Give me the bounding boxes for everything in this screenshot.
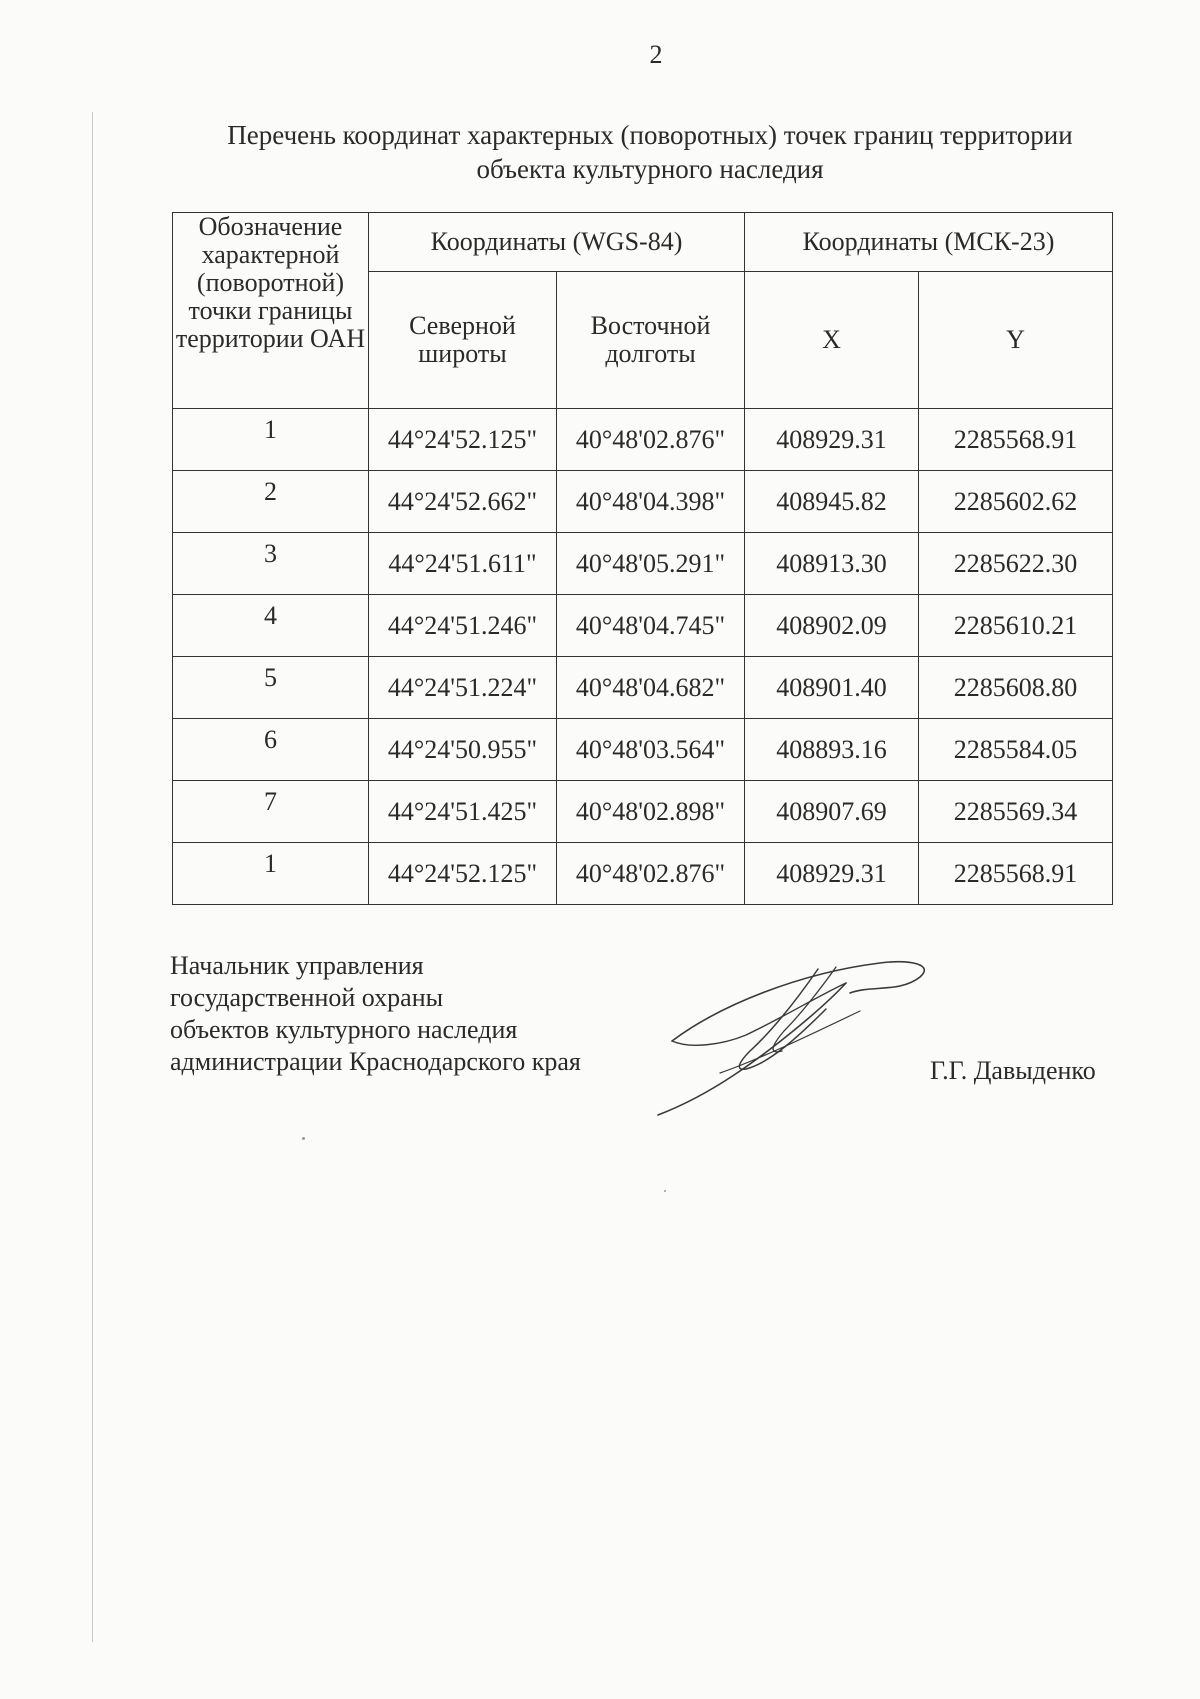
cell-x: 408929.31: [745, 409, 919, 471]
cell-y: 2285569.34: [919, 781, 1113, 843]
table-row: [173, 781, 1113, 843]
cell-point: 1: [173, 409, 369, 471]
cell-longitude: 40°48'03.564": [557, 719, 745, 781]
header-y: Y: [919, 272, 1113, 409]
cell-longitude: 40°48'05.291": [557, 533, 745, 595]
coordinates-table: [172, 212, 1113, 905]
scan-speck: [302, 1137, 305, 1140]
cell-x: 408893.16: [745, 719, 919, 781]
cell-y: 2285608.80: [919, 657, 1113, 719]
cell-latitude: 44°24'52.125": [369, 409, 557, 471]
cell-point: 4: [173, 595, 369, 657]
header-east-longitude: Восточной долготы: [557, 272, 745, 409]
cell-y: 2285610.21: [919, 595, 1113, 657]
cell-y: 2285602.62: [919, 471, 1113, 533]
cell-x: 408907.69: [745, 781, 919, 843]
cell-latitude: 44°24'51.246": [369, 595, 557, 657]
cell-latitude: 44°24'52.662": [369, 471, 557, 533]
document-title-line-1: Перечень координат характерных (поворотных) точек границ территории: [227, 120, 1073, 150]
cell-y: 2285622.30: [919, 533, 1113, 595]
signatory-name: Г.Г. Давыденко: [930, 1056, 1096, 1085]
cell-longitude: 40°48'04.398": [557, 471, 745, 533]
header-wgs84-group: Координаты (WGS-84): [369, 213, 745, 272]
table-row: [173, 657, 1113, 719]
table-row: [173, 719, 1113, 781]
cell-y: 2285568.91: [919, 409, 1113, 471]
cell-latitude: 44°24'51.425": [369, 781, 557, 843]
header-point-designation: Обозначение характерной (поворотной) точки границы территории ОАН: [173, 213, 369, 409]
cell-x: 408902.09: [745, 595, 919, 657]
cell-x: 408929.31: [745, 843, 919, 905]
cell-x: 408901.40: [745, 657, 919, 719]
handwritten-signature: [650, 955, 950, 1125]
signatory-position: [170, 950, 581, 1078]
cell-point: 5: [173, 657, 369, 719]
header-msk23-group: Координаты (МСК-23): [745, 213, 1113, 272]
cell-x: 408913.30: [745, 533, 919, 595]
table-row: [173, 533, 1113, 595]
scan-speck: [664, 1190, 666, 1192]
cell-point: 1: [173, 843, 369, 905]
cell-x: 408945.82: [745, 471, 919, 533]
cell-latitude: 44°24'51.224": [369, 657, 557, 719]
signatory-position-line-2: государственной охраны: [170, 983, 444, 1012]
table-row: [173, 471, 1113, 533]
cell-latitude: 44°24'51.611": [369, 533, 557, 595]
cell-point: 3: [173, 533, 369, 595]
cell-latitude: 44°24'52.125": [369, 843, 557, 905]
header-north-latitude: Северной широты: [369, 272, 557, 409]
cell-longitude: 40°48'02.876": [557, 843, 745, 905]
cell-point: 7: [173, 781, 369, 843]
document-title-line-2: объекта культурного наследия: [476, 154, 824, 184]
cell-y: 2285568.91: [919, 843, 1113, 905]
page-number: 2: [649, 40, 663, 69]
signatory-position-line-4: администрации Краснодарского края: [170, 1047, 581, 1076]
cell-latitude: 44°24'50.955": [369, 719, 557, 781]
cell-longitude: 40°48'02.898": [557, 781, 745, 843]
cell-point: 2: [173, 471, 369, 533]
signatory-position-line-3: объектов культурного наследия: [170, 1015, 518, 1044]
cell-longitude: 40°48'02.876": [557, 409, 745, 471]
signatory-position-line-1: Начальник управления: [170, 951, 424, 980]
table-row: [173, 595, 1113, 657]
cell-longitude: 40°48'04.745": [557, 595, 745, 657]
cell-point: 6: [173, 719, 369, 781]
document-title: [150, 118, 1150, 186]
header-x: X: [745, 272, 919, 409]
scan-edge-line: [92, 112, 93, 1642]
cell-y: 2285584.05: [919, 719, 1113, 781]
table-row: [173, 409, 1113, 471]
cell-longitude: 40°48'04.682": [557, 657, 745, 719]
table-row: [173, 843, 1113, 905]
